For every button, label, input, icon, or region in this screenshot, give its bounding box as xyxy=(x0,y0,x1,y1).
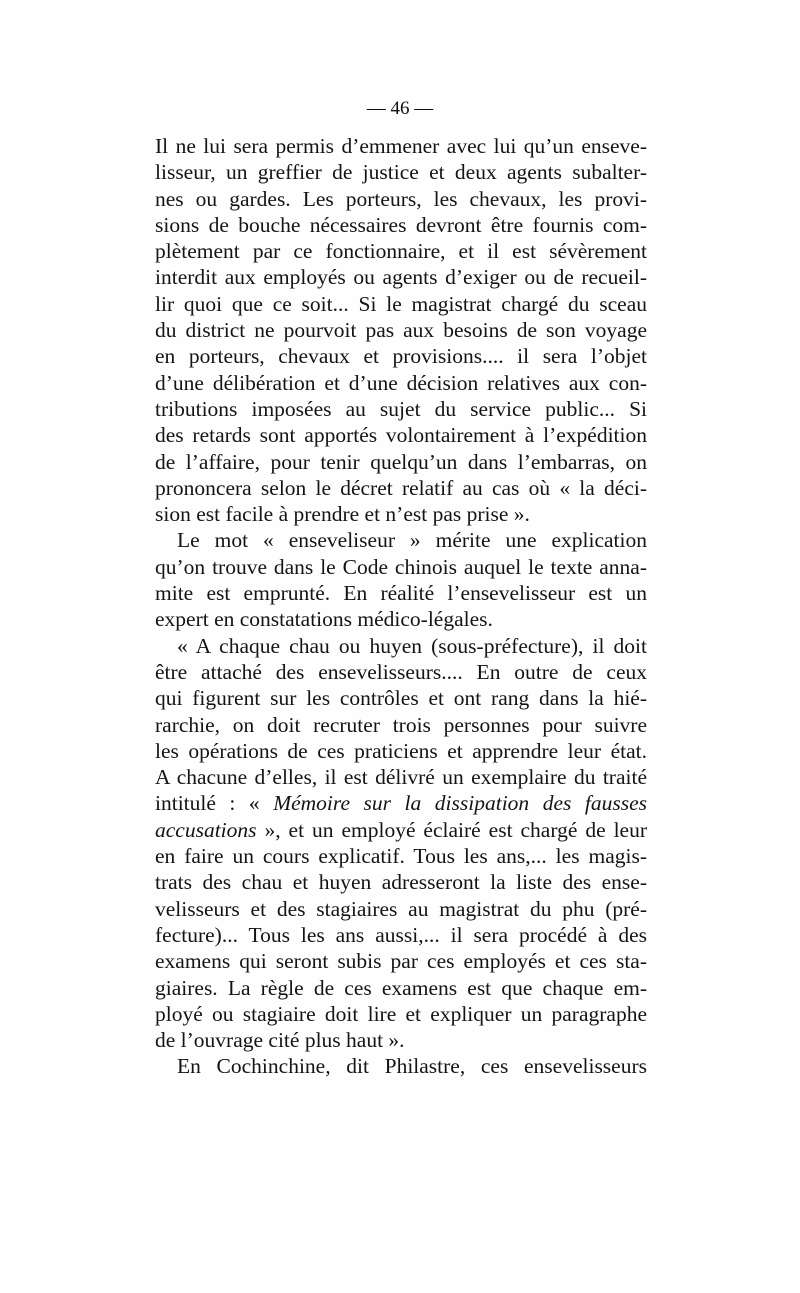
text-line: être attaché des ensevelisseurs.... En outre de ceux xyxy=(155,659,647,684)
text-line: sions de bouche nécessaires devront être fournis com- xyxy=(155,212,647,237)
body-text xyxy=(155,133,647,1080)
italic-book-title: Mémoire sur la dissipation des fausses xyxy=(273,791,647,816)
text-line: de l’affaire, pour tenir quelqu’un dans l’embarras, on xyxy=(155,449,647,474)
text-segment: intitulé : « xyxy=(155,791,274,816)
text-line: les opérations de ces praticiens et apprendre leur état. xyxy=(155,738,647,763)
text-line: plètement par ce fonctionnaire, et il est sévèrement xyxy=(155,239,647,264)
text-line: prononcera selon le décret relatif au cas où « la déci- xyxy=(155,475,647,500)
text-line-with-title xyxy=(155,817,647,843)
text-line: qui figurent sur les contrôles et ont rang dans la hié- xyxy=(155,686,647,711)
text-line: en faire un cours explicatif. Tous les ans,... les magis- xyxy=(155,844,647,869)
paragraph-start-line: Le mot « enseveliseur » mérite une explication xyxy=(177,528,647,553)
italic-book-title: accusations xyxy=(155,817,257,842)
text-line: giaires. La règle de ces examens est que chaque em- xyxy=(155,975,647,1000)
paragraph-end-line: expert en constatations médico-légales. xyxy=(155,607,493,632)
text-line: examens qui seront subis par ces employés et ces sta- xyxy=(155,949,647,974)
paragraph-end-line: de l’ouvrage cité plus haut ». xyxy=(155,1028,405,1053)
paragraph-end-line: sion est facile à prendre et n’est pas prise ». xyxy=(155,502,530,527)
text-line: fecture)... Tous les ans aussi,... il sera procédé à des xyxy=(155,922,647,947)
text-line: rarchie, on doit recruter trois personnes pour suivre xyxy=(155,712,647,737)
text-line: Il ne lui sera permis d’emmener avec lui qu’un enseve- xyxy=(155,134,647,158)
text-line: velisseurs et des stagiaires au magistrat du phu (pré- xyxy=(155,896,647,921)
text-line: lir quoi que ce soit... Si le magistrat chargé du sceau xyxy=(155,291,647,316)
text-line: lisseur, un greffier de justice et deux agents subalter- xyxy=(155,160,647,185)
quotation-start-line: « A chaque chau ou huyen (sous-préfecture), il doit xyxy=(177,633,647,658)
text-line: trats des chau et huyen adresseront la liste des ense- xyxy=(155,870,647,895)
text-line: des retards sont apportés volontairement à l’expédition xyxy=(155,423,647,448)
text-line: A chacune d’elles, il est délivré un exemplaire du traité xyxy=(155,765,647,790)
text-segment: », et un employé éclairé est chargé de leur xyxy=(256,817,647,842)
text-line-with-title xyxy=(155,790,647,816)
text-line: qu’on trouve dans le Code chinois auquel le texte anna- xyxy=(155,554,647,579)
text-line: d’une délibération et d’une décision relatives aux con- xyxy=(155,370,647,395)
page-number: — 46 — xyxy=(366,98,434,119)
paragraph-start-line: En Cochinchine, dit Philastre, ces ensevelisseurs xyxy=(177,1054,647,1079)
text-line: nes ou gardes. Les porteurs, les chevaux, les provi- xyxy=(155,186,647,211)
text-line: en porteurs, chevaux et provisions.... il sera l’objet xyxy=(155,344,647,369)
text-line: mite est emprunté. En réalité l’ensevelisseur est un xyxy=(155,581,647,606)
text-line: du district ne pourvoit pas aux besoins de son voyage xyxy=(155,318,647,343)
text-line: interdit aux employés ou agents d’exiger ou de recueil- xyxy=(155,265,647,290)
text-line: ployé ou stagiaire doit lire et expliquer un paragraphe xyxy=(155,1001,647,1026)
text-line: tributions imposées au sujet du service public... Si xyxy=(155,396,647,421)
